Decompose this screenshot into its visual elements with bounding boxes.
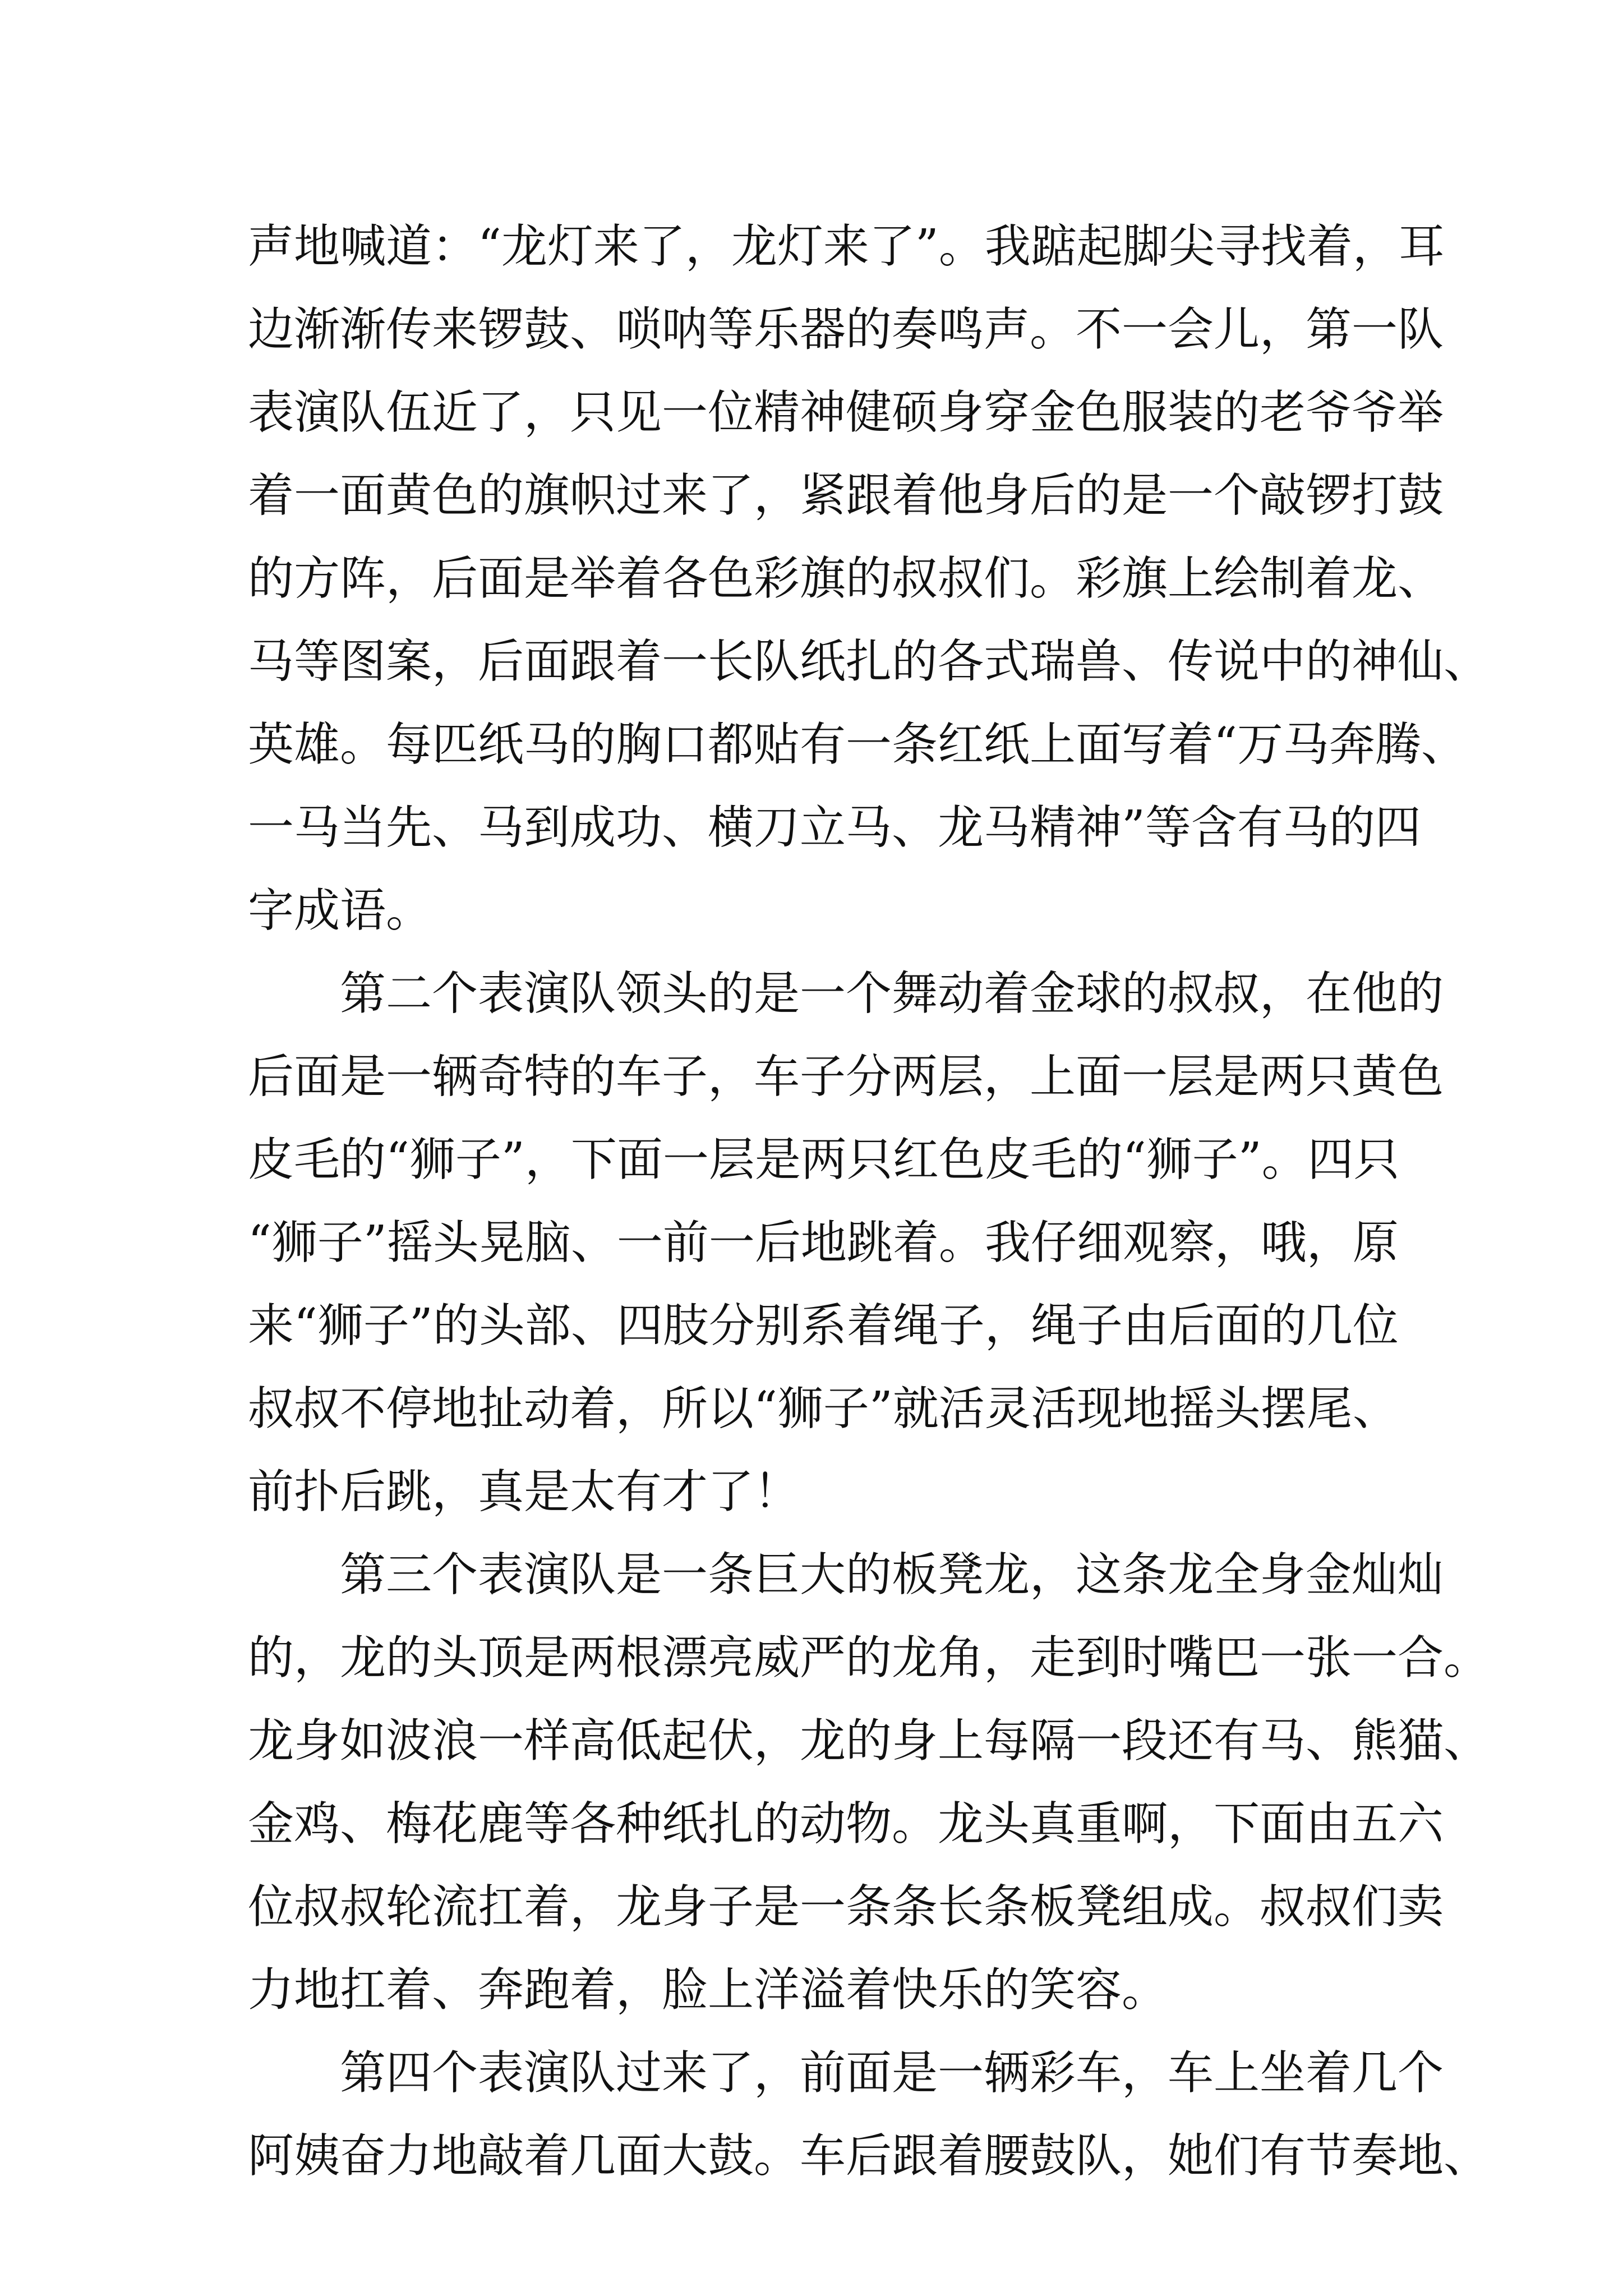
text-line-19: 龙身如波浪一样高低起伏，龙的身上每隔一段还有马、熊猫、 — [248, 1714, 1490, 1768]
text-line-10: 第二个表演队领头的是一个舞动着金球的叔叔，在他的 — [340, 967, 1444, 1020]
text-line-12: 皮毛的“狮子”，下面一层是两只红色皮毛的“狮子”。四只 — [248, 1133, 1400, 1186]
text-line-15: 叔叔不停地扯动着，所以“狮子”就活灵活现地摇头摆尾、 — [248, 1382, 1399, 1435]
text-line-23: 第四个表演队过来了，前面是一辆彩车，车上坐着几个 — [340, 2046, 1444, 2100]
text-line-13: “狮子”摇头晃脑、一前一后地跳着。我仔细观察，哦，原 — [248, 1216, 1399, 1269]
text-line-1: 声地喊道：“龙灯来了，龙灯来了”。我踮起脚尖寻找着，耳 — [248, 220, 1445, 273]
text-line-2: 边渐渐传来锣鼓、唢呐等乐器的奏鸣声。不一会儿，第一队 — [248, 303, 1444, 356]
body-text — [248, 205, 1490, 2198]
text-line-22: 力地扛着、奔跑着，脸上洋溢着快乐的笑容。 — [248, 1963, 1168, 2017]
text-line-8: 一马当先、马到成功、横刀立马、龙马精神”等含有马的四 — [248, 801, 1421, 854]
text-line-24: 阿姨奋力地敲着几面大鼓。车后跟着腰鼓队，她们有节奏地、 — [248, 2129, 1490, 2183]
text-line-7: 英雄。每匹纸马的胸口都贴有一条红纸上面写着“万马奔腾、 — [248, 718, 1467, 771]
text-line-21: 位叔叔轮流扛着，龙身子是一条条长条板凳组成。叔叔们卖 — [248, 1880, 1444, 1934]
text-line-18: 的，龙的头顶是两根漂亮威严的龙角，走到时嘴巴一张一合。 — [248, 1631, 1490, 1685]
text-line-17: 第三个表演队是一条巨大的板凳龙，这条龙全身金灿灿 — [340, 1548, 1444, 1602]
text-line-14: 来“狮子”的头部、四肢分别系着绳子，绳子由后面的几位 — [248, 1299, 1399, 1352]
text-line-11: 后面是一辆奇特的车子，车子分两层，上面一层是两只黄色 — [248, 1050, 1444, 1103]
text-line-4: 着一面黄色的旗帜过来了，紧跟着他身后的是一个敲锣打鼓 — [248, 469, 1444, 522]
text-line-9: 字成语。 — [248, 884, 432, 937]
text-line-20: 金鸡、梅花鹿等各种纸扎的动物。龙头真重啊，下面由五六 — [248, 1797, 1444, 1851]
text-line-5: 的方阵，后面是举着各色彩旗的叔叔们。彩旗上绘制着龙、 — [248, 552, 1444, 605]
text-line-6: 马等图案，后面跟着一长队纸扎的各式瑞兽、传说中的神仙、 — [248, 635, 1490, 688]
text-line-3: 表演队伍近了，只见一位精神健硕身穿金色服装的老爷爷举 — [248, 386, 1444, 439]
text-line-16: 前扑后跳，真是太有才了！ — [248, 1465, 800, 1519]
